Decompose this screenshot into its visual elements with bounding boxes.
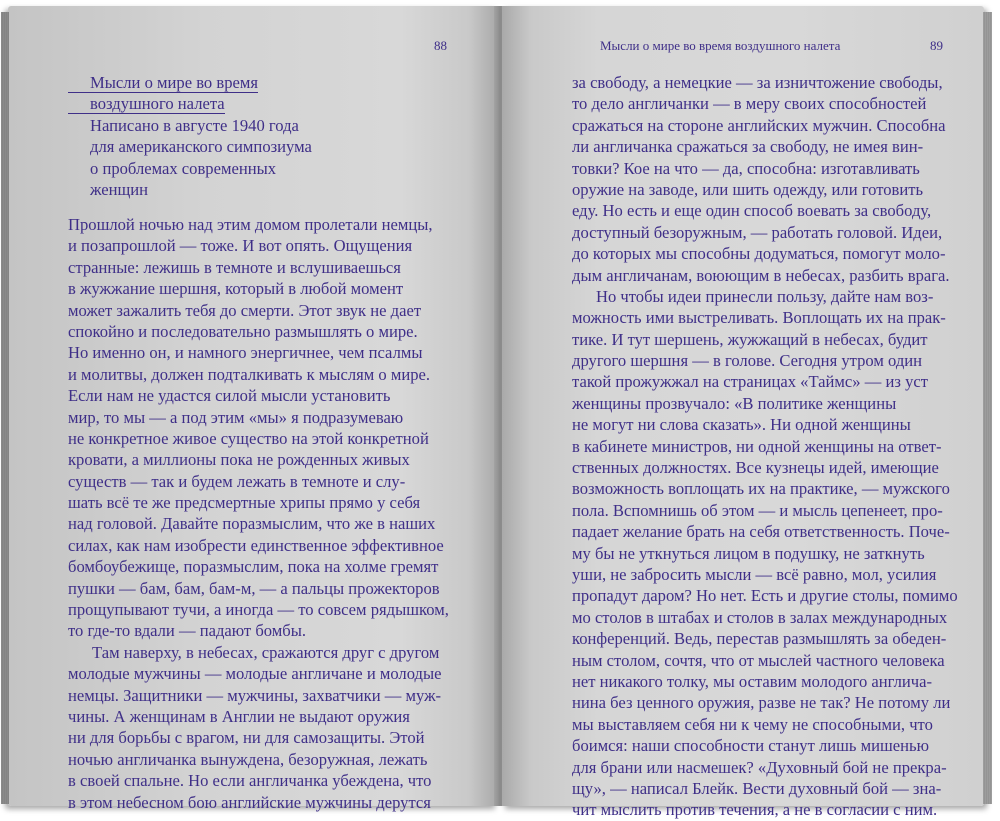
text-line: чины. А женщинам в Англии не выдают оружия xyxy=(68,706,410,726)
text-line: дым англичанам, воюющим в небесах, разбить врага. xyxy=(572,265,950,285)
text-line: мир, то мы — а под этим «мы» я подразумеваю xyxy=(68,407,404,427)
text-line: боимся: наши способности станут лишь мишенью xyxy=(572,736,930,756)
text-line: такой прожужжал на страницах «Таймс» — из уст xyxy=(572,372,928,392)
text-line: в своей спальне. Но если англичанка убеждена, что xyxy=(68,771,432,791)
text-line: ственных должностях. Все кузнецы идей, имеющие xyxy=(572,458,939,478)
running-head: Мысли о мире во время воздушного налета xyxy=(600,38,841,53)
chapter-title-line-1: Мысли о мире во время xyxy=(68,73,258,93)
text-line: доступный безоружным, — работать головой. Идеи, xyxy=(572,222,943,242)
subtitle-line: для американского симпозиума xyxy=(90,137,312,157)
text-line: ли англичанка сражаться за свободу, не имея вин- xyxy=(572,137,924,157)
text-line: ни для борьбы с врагом, ни для самозащиты. Этой xyxy=(68,728,425,748)
text-line: сражаться на стороне английских мужчин. Способна xyxy=(572,115,946,135)
text-line: и молитвы, должен подталкивать к мыслям о мире. xyxy=(68,364,431,384)
text-line: не могут ни слова сказать». Ни одной женщины xyxy=(572,415,911,435)
text-line: чит мыслить против течения, а не в согласии с ним. xyxy=(572,800,938,820)
right-page xyxy=(502,6,984,820)
text-line: еду. Но есть и еще один способ воевать за свободу, xyxy=(572,201,932,221)
text-line: нина без ценного оружия, разве не так? Не потому ли xyxy=(572,693,951,713)
text-line: немцы. Защитники — мужчины, захватчики — муж- xyxy=(68,685,442,705)
text-line: над головой. Давайте поразмыслим, что же в наших xyxy=(68,514,436,534)
chapter-title-line-2: воздушного налета xyxy=(68,94,225,114)
text-line: существ — так и будем лежать в темноте и слу- xyxy=(68,471,406,491)
text-line: за свободу, а немецкие — за изничтожение свободы, xyxy=(572,73,943,92)
text-line: товки? Кое на что — да, способна: изготавливать xyxy=(572,158,920,178)
right-page-body xyxy=(572,72,958,821)
text-line: пушки — бам, бам, бам-м, — а пальцы прожекторов xyxy=(68,578,440,598)
left-page xyxy=(8,6,498,812)
text-line: мо столов в штабах и столов в залах международных xyxy=(572,607,948,627)
text-line: мы выставляем себя ни к чему не способными, что xyxy=(572,714,933,734)
text-line: возможность воплощать их на практике, — мужского xyxy=(572,479,950,499)
text-line: Но именно он, и намного энергичнее, чем псалмы xyxy=(68,343,423,363)
text-line: силах, как нам изобрести единственное эффективное xyxy=(68,535,444,555)
text-line: бомбоубежище, поразмыслим, пока на холме гремят xyxy=(68,557,439,577)
text-line: му бы не уткнуться лицом в подушку, не заткнуть xyxy=(572,543,925,563)
text-line: Там наверху, в небесах, сражаются друг с другом xyxy=(92,642,440,662)
text-line: до которых мы способны додуматься, помогут моло- xyxy=(572,244,946,264)
text-line: можность ими выстреливать. Воплощать их на прак- xyxy=(572,308,946,328)
chapter-subtitle xyxy=(68,115,312,201)
text-line: падает желание брать на себя ответственность. Поче- xyxy=(572,522,950,542)
text-line: щу», — написал Блейк. Вести духовный бой — зна- xyxy=(572,778,942,798)
text-line: в этом небесном бою английские мужчины дерутся xyxy=(68,792,431,812)
text-line: для брани или насмешек? «Духовный бой не прекра- xyxy=(572,757,947,777)
text-line: то дело англичанки — в меру своих способностей xyxy=(572,94,927,114)
text-line: может зажалить тебя до смерти. Этот звук не дает xyxy=(68,300,422,320)
text-line: кровати, а миллионы пока не рожденных живых xyxy=(68,450,410,470)
text-line: пропадут даром? Но нет. Есть и другие столы, помимо xyxy=(572,586,958,606)
text-line: уши, не забросить мысли — всё равно, мол, усилия xyxy=(572,564,937,584)
text-line: ным столом, сочтя, что от мыслей частного человека xyxy=(572,650,945,670)
left-page-body xyxy=(68,214,449,813)
text-line: в кабинете министров, ни одной женщины на ответ- xyxy=(572,436,942,456)
text-line: пола. Вспомнишь об этом — и мысль цепенеет, про- xyxy=(572,500,943,520)
page-number-right: 89 xyxy=(930,38,943,53)
text-line: не конкретное живое существо на этой конкретной xyxy=(68,428,429,448)
text-line: странные: лежишь в темноте и вслушиваешься xyxy=(68,257,401,277)
text-line: Прошлой ночью над этим домом пролетали немцы, xyxy=(68,215,433,234)
text-line: другого шершня — в голове. Сегодня утром один xyxy=(572,351,923,371)
text-line: молодые мужчины — молодые англичане и молодые xyxy=(68,664,442,684)
text-line: то где-то вдали — падают бомбы. xyxy=(68,621,306,641)
text-line: Но чтобы идеи принесли пользу, дайте нам воз- xyxy=(596,286,934,306)
text-line: конференций. Ведь, перестав размышлять за обеден- xyxy=(572,629,947,649)
text-line: спокойно и последовательно размышлять о мире. xyxy=(68,321,418,341)
subtitle-line: женщин xyxy=(90,179,149,199)
text-line: оружие на заводе, или шить одежду, или готовить xyxy=(572,179,924,199)
text-line: ночью англичанка вынуждена, безоружная, лежать xyxy=(68,749,428,769)
subtitle-line: о проблемах современных xyxy=(90,158,277,178)
text-line: тике. И тут шершень, жужжащий в небесах, будит xyxy=(572,329,928,349)
text-line: и позапрошлой — тоже. И вот опять. Ощущения xyxy=(68,236,413,256)
open-book xyxy=(8,6,992,820)
text-line: шать всё те же предсмертные хрипы прямо у себя xyxy=(68,493,421,513)
chapter-heading xyxy=(68,72,312,200)
text-line: нет никакого толку, мы оставим молодого англича- xyxy=(572,671,933,691)
text-line: Если нам не удастся силой мысли установить xyxy=(68,386,391,406)
text-line: прощупывают тучи, а иногда — то совсем рядышком, xyxy=(68,600,449,620)
text-line: женщины прозвучало: «В политике женщины xyxy=(572,393,897,413)
page-number-left: 88 xyxy=(434,38,447,53)
text-line: в жужжание шершня, который в любой момент xyxy=(68,279,404,299)
subtitle-line: Написано в августе 1940 года xyxy=(90,115,299,135)
